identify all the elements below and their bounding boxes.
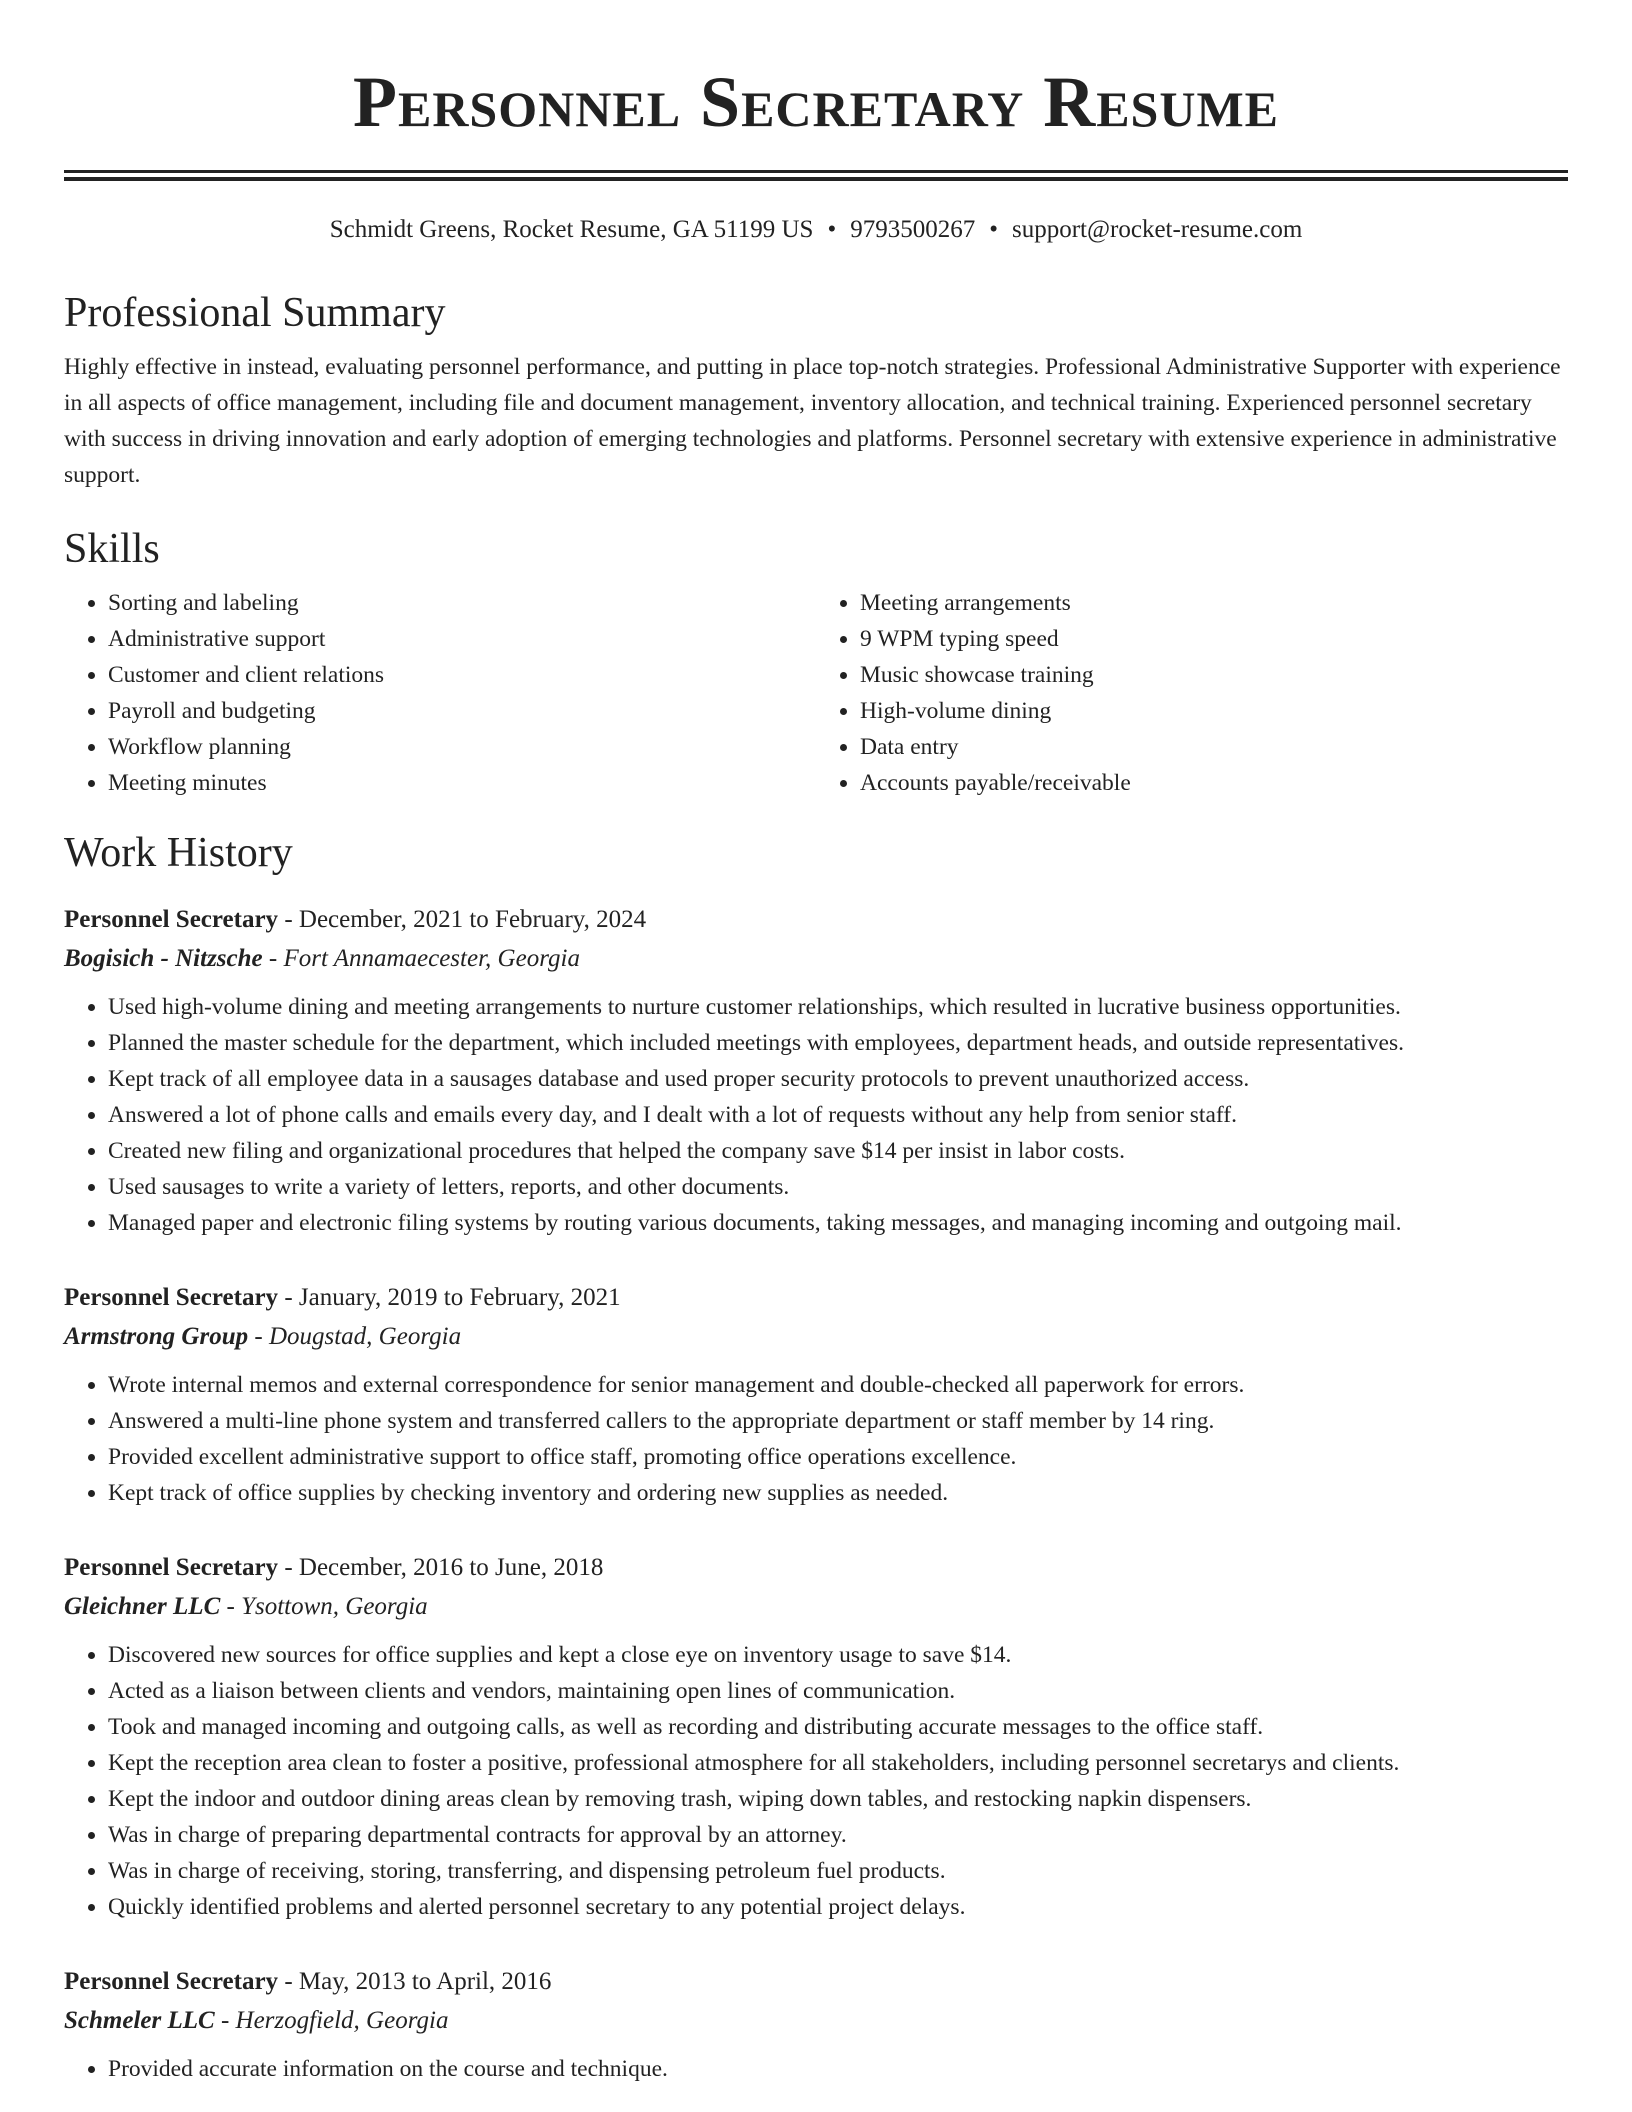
skills-columns xyxy=(64,585,1568,801)
job-dates: May, 2013 to April, 2016 xyxy=(298,1968,552,1995)
job-company-line: Bogisich - Nitzsche - Fort Annamaecester, Georgia xyxy=(64,945,580,972)
job-duty: • Managed paper and electronic filing systems by routing various documents, taking messages, and managing incoming and outgoing mail. xyxy=(108,1205,1568,1241)
job-title: Personnel Secretary xyxy=(64,1284,279,1311)
job-title: Personnel Secretary xyxy=(64,1968,279,1995)
job-company-line: Gleichner LLC - Ysottown, Georgia xyxy=(64,1593,428,1620)
job-entry xyxy=(64,901,1568,1241)
job-title: Personnel Secretary xyxy=(64,906,279,933)
contact-phone: 9793500267 xyxy=(850,216,976,243)
job-duty: • Discovered new sources for office supplies and kept a close eye on inventory usage to save $14. xyxy=(108,1637,1568,1673)
job-company-line: Armstrong Group - Dougstad, Georgia xyxy=(64,1323,462,1350)
job-company: Schmeler LLC xyxy=(64,2007,215,2034)
contact-line xyxy=(64,213,1568,247)
contact-separator: • xyxy=(989,216,998,243)
skill-item: • Administrative support xyxy=(108,621,816,657)
job-duty: • Used high-volume dining and meeting arrangements to nurture customer relationships, which resulted in lucrative business opportunities. xyxy=(108,989,1568,1025)
job-duty: • Created new filing and organizational procedures that helped the company save $14 per insist in labor costs. xyxy=(108,1133,1568,1169)
job-location: Dougstad, Georgia xyxy=(268,1323,462,1350)
job-dates: December, 2016 to June, 2018 xyxy=(298,1554,604,1581)
job-company: Bogisich - Nitzsche xyxy=(64,945,263,972)
job-duty: • Took and managed incoming and outgoing calls, as well as recording and distributing accurate messages to the office staff. xyxy=(108,1709,1568,1745)
job-duty: • Kept track of office supplies by checking inventory and ordering new supplies as needed. xyxy=(108,1475,1568,1511)
job-duty: • Wrote internal memos and external correspondence for senior management and double-checked all paperwork for errors. xyxy=(108,1367,1568,1403)
job-dates: December, 2021 to February, 2024 xyxy=(298,906,647,933)
skill-item: • Music showcase training xyxy=(860,657,1568,693)
skill-item: • High-volume dining xyxy=(860,693,1568,729)
job-title-line: Personnel Secretary - December, 2016 to June, 2018 xyxy=(64,1554,604,1581)
job-title-line: Personnel Secretary - May, 2013 to April, 2016 xyxy=(64,1968,552,1995)
job-duties xyxy=(64,1637,1568,1925)
job-duty: • Kept the indoor and outdoor dining areas clean by removing trash, wiping down tables, and restocking napkin dispensers. xyxy=(108,1781,1568,1817)
job-duty: • Provided accurate information on the course and technique. xyxy=(108,2051,1568,2087)
job-duty: • Answered a lot of phone calls and emails every day, and I dealt with a lot of requests without any help from senior staff. xyxy=(108,1097,1568,1133)
skill-item: • Accounts payable/receivable xyxy=(860,765,1568,801)
job-duty: • Acted as a liaison between clients and vendors, maintaining open lines of communication. xyxy=(108,1673,1568,1709)
job-duty: • Was in charge of receiving, storing, transferring, and dispensing petroleum fuel products. xyxy=(108,1853,1568,1889)
skill-item: • Payroll and budgeting xyxy=(108,693,816,729)
job-entry xyxy=(64,1279,1568,1511)
job-duties xyxy=(64,989,1568,1241)
contact-email: support@rocket-resume.com xyxy=(1012,216,1303,243)
skill-item: • 9 WPM typing speed xyxy=(860,621,1568,657)
job-duty: • Kept track of all employee data in a sausages database and used proper security protocols to prevent unauthorized access. xyxy=(108,1061,1568,1097)
job-duties xyxy=(64,2051,1568,2087)
job-duty: • Provided excellent administrative support to office staff, promoting office operations excellence. xyxy=(108,1439,1568,1475)
skill-item: • Meeting minutes xyxy=(108,765,816,801)
job-title-line: Personnel Secretary - December, 2021 to February, 2024 xyxy=(64,906,647,933)
skill-item: • Meeting arrangements xyxy=(860,585,1568,621)
title-divider xyxy=(64,170,1568,181)
job-company: Gleichner LLC xyxy=(64,1593,221,1620)
skills-list-right xyxy=(816,585,1568,801)
resume-title: Personnel Secretary Resume xyxy=(352,62,1280,142)
job-dates: January, 2019 to February, 2021 xyxy=(298,1284,621,1311)
job-title: Personnel Secretary xyxy=(64,1554,279,1581)
skills-heading: Skills xyxy=(64,526,160,572)
job-duty: • Used sausages to write a variety of letters, reports, and other documents. xyxy=(108,1169,1568,1205)
summary-text: Highly effective in instead, evaluating personnel performance, and putting in place top-notch strategies. Professional Administrative Supporter with experience in all aspects of office management, including file and document management, inventory allocation, and technical training. Experienced personnel secretary with success in driving innovation and early adoption of emerging technologies and platforms. Personnel secretary with extensive experience in administrative support. xyxy=(64,354,1561,488)
contact-separator: • xyxy=(827,216,837,243)
skill-item: • Workflow planning xyxy=(108,729,816,765)
job-entry xyxy=(64,1549,1568,1925)
summary-heading: Professional Summary xyxy=(64,290,446,336)
job-duty: • Answered a multi-line phone system and transferred callers to the appropriate department or staff member by 14 ring. xyxy=(108,1403,1568,1439)
job-entry xyxy=(64,1963,1568,2087)
job-duty: • Quickly identified problems and alerted personnel secretary to any potential project delays. xyxy=(108,1889,1568,1925)
skill-item: • Data entry xyxy=(860,729,1568,765)
job-location: Ysottown, Georgia xyxy=(241,1593,428,1620)
job-duty: • Kept the reception area clean to foster a positive, professional atmosphere for all stakeholders, including personnel secretarys and clients. xyxy=(108,1745,1568,1781)
skill-item: • Sorting and labeling xyxy=(108,585,816,621)
job-duty: • Was in charge of preparing departmental contracts for approval by an attorney. xyxy=(108,1817,1568,1853)
job-duty: • Planned the master schedule for the department, which included meetings with employees, department heads, and outside representatives. xyxy=(108,1025,1568,1061)
skill-item: • Customer and client relations xyxy=(108,657,816,693)
skills-list-left xyxy=(64,585,816,801)
work-history-heading: Work History xyxy=(64,830,293,876)
job-location: Fort Annamaecester, Georgia xyxy=(283,945,580,972)
job-title-line: Personnel Secretary - January, 2019 to February, 2021 xyxy=(64,1284,621,1311)
job-location: Herzogfield, Georgia xyxy=(235,2007,449,2034)
contact-address: Schmidt Greens, Rocket Resume, GA 51199 US xyxy=(329,216,814,243)
job-company: Armstrong Group xyxy=(64,1323,249,1350)
job-company-line: Schmeler LLC - Herzogfield, Georgia xyxy=(64,2007,449,2034)
job-duties xyxy=(64,1367,1568,1511)
